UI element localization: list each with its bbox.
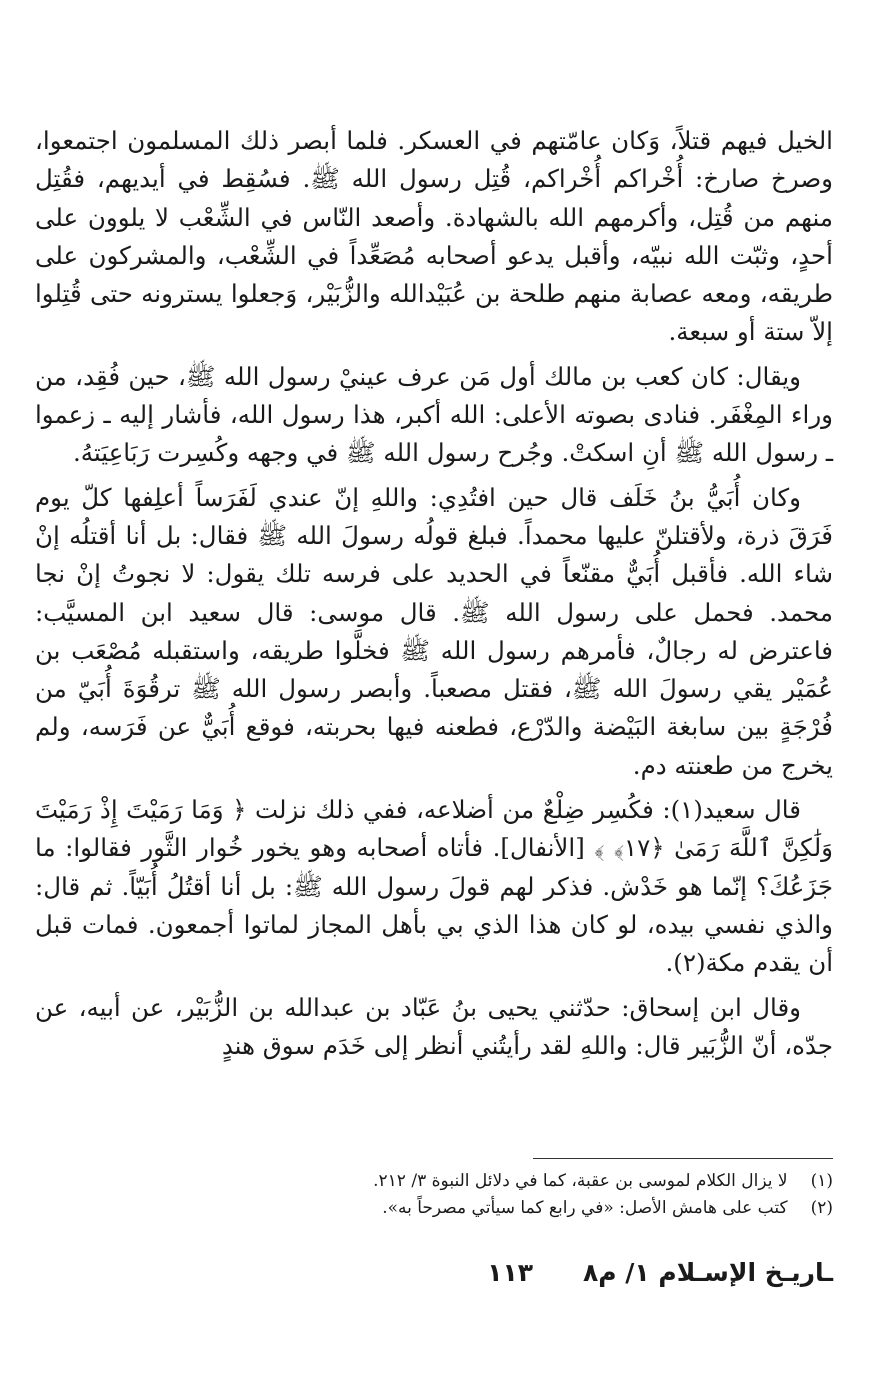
footnotes — [35, 1168, 833, 1222]
footnote-number: (٢) — [810, 1198, 833, 1218]
page-footer — [35, 1258, 833, 1298]
footnote-number: (١) — [810, 1171, 833, 1191]
footnote-text: لا يزال الكلام لموسى بن عقبة، كما في دلائل النبوة ٣/ ٢١٢. — [373, 1171, 788, 1191]
footnote-text: كتب على هامش الأصل: «في رابع كما سيأتي مصرحاً به». — [382, 1198, 788, 1218]
page-number: ١١٣ — [487, 1258, 533, 1287]
footnote — [35, 1195, 833, 1222]
paragraph: ويقال: كان كعب بن مالك أول مَن عرف عينيْ رسول الله ﷺ، حين فُقِد، من وراء المِغْفَر. فنادى بصوته الأعلى: الله أكبر، هذا رسول الله، فأشار إليه ـ زعموا ـ رسول الله ﷺ أنِ اسكتْ. وجُرح رسول الله ﷺ في وجهه وكُسِرت رَبَاعِيَتهُ. — [35, 361, 833, 468]
paragraph: وكان أُبَيُّ بنُ خَلَف قال حين افتُدِي: واللهِ إنّ عندي لَفَرَساً أعلِفها كلّ يوم فَرَقَ ذرة، ولأقتلنّ عليها محمداً. فبلغ قولُه رسولَ الله ﷺ فقال: بل أنا أقتلُه إنْ شاء الله. فأقبل أُبَيٌّ مقنّعاً في الحديد على فرسه تلك يقول: لا نجوتُ إنْ نجا محمد. فحمل على رسول الله ﷺ. قال موسى: قال سعيد ابن المسيَّب: فاعترض له رجالٌ، فأمرهم رسول الله ﷺ فخلَّوا طريقه، واستقبله مُصْعَب بن عُمَيْر يقي رسولَ الله ﷺ، فقتل مصعباً. وأبصر رسول الله ﷺ ترقُوَةَ أُبَيّ من فُرْجَةٍ بين سابغة البَيْضة والدّرْع، فطعنه فيها بحربته، فوقع أُبَيٌّ عن فَرَسه، ولم يخرج من طعنته دم. — [35, 482, 833, 780]
footnote-divider — [533, 1158, 833, 1159]
paragraph: الخيل فيهم قتلاً، وَكان عامّتهم في العسكر. فلما أبصر ذلك المسلمون اجتمعوا، وصرخ صارخ: أُخْراكم أُخْراكم، قُتِل رسول الله ﷺ. فسُقِط في أيديهم، فقُتِل منهم من قُتِل، وأكرمهم الله بالشهادة. وأصعد النّاس في الشِّعْب لا يلوون على أحدٍ، وثبّت الله نبيّه، وأقبل يدعو أصحابه مُصَعِّداً في الشِّعْب، والمشركون على طريقه، ومعه عصابة منهم طلحة بن عُبَيْدالله والزُّبَيْر، وَجعلوا يسترونه حتى قُتِلوا إلاّ ستة أو سبعة. — [35, 126, 833, 347]
paragraph: وقال ابن إسحاق: حدّثني يحيى بنُ عَبّاد بن عبدالله بن الزُّبَيْر، عن أبيه، عن جدّه، أنّ الزُّبَير قال: واللهِ لقد رأيتُني أنظر إلى خَدَم سوق هندٍ — [35, 992, 833, 1060]
main-text — [35, 122, 833, 1071]
footnote — [35, 1168, 833, 1195]
paragraph: قال سعيد(١): فكُسِر ضِلْعٌ من أضلاعه، ففي ذلك نزلت ﴿ وَمَا رَمَيْتَ إِذْ رَمَيْتَ وَلَٰكِنَّ ٱللَّهَ رَمَىٰ ﴿١٧﴾ ﴾ [الأنفال]. فأتاه أصحابه وهو يخور خُوار الثَّور فقالوا: ما جَزَعُكَ؟ إنّما هو خَدْش. فذكر لهم قولَ رسول الله ﷺ: بل أنا أقتُلُ أُبَيّاً. ثم قال: والذي نفسي بيده، لو كان هذا الذي بي بأهل المجاز لماتوا أجمعون. فمات قبل أن يقدم مكة(٢). — [35, 795, 834, 978]
running-title: ـاريـخ الإسـلام ١/ م٨ — [582, 1258, 833, 1287]
